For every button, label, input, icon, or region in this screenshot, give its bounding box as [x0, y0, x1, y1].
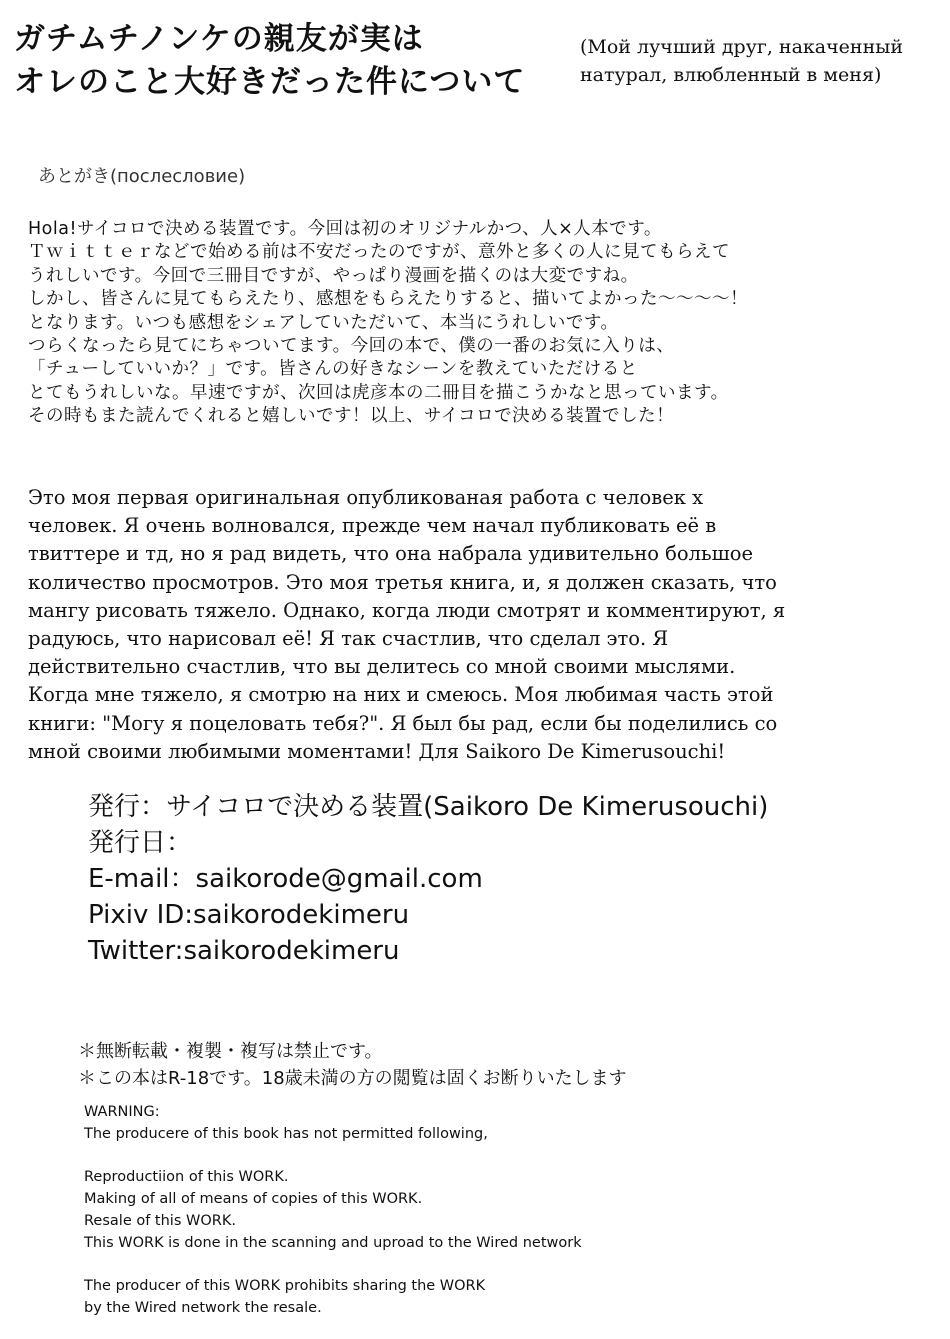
afterword-label: あとがき(послесловие)	[38, 166, 246, 187]
warning-line: This WORK is done in the scanning and uproad to the Wired network	[84, 1234, 582, 1251]
afterword-jp-line: となります。いつも感想をシェアしていただいて、本当にうれしいです。	[28, 312, 619, 333]
publication-info	[88, 789, 768, 969]
warning-line: The producer of this WORK prohibits sharing the WORK	[84, 1278, 486, 1295]
afterword-jp-line: Hola!サイコロで決める装置です。今回は初のオリジナルかつ、人×人本です。	[28, 219, 662, 239]
notices	[78, 1038, 627, 1092]
pixiv-line: Pixiv ID:saikorodekimeru	[88, 900, 410, 930]
afterword-ru-line: Это моя первая оригинальная опубликованая работа с человек х	[28, 486, 704, 509]
afterword-jp	[28, 218, 748, 429]
warning-line: by the Wired network the resale.	[84, 1300, 322, 1317]
warning-line	[84, 1255, 582, 1277]
afterword-jp-line: 「チューしていいか？」です。皆さんの好きなシーンを教えていただけると	[28, 359, 638, 380]
notice-line: ＊この本はR-18です。18歳未満の方の閲覧は固くお断りいたします	[78, 1068, 627, 1089]
afterword-ru-line: мной своими любимыми моментами! Для Saikoro De Kimerusouchi!	[28, 739, 726, 763]
afterword-ru-line: Когда мне тяжело, я смотрю на них и смеюсь. Моя любимая часть этой	[28, 683, 774, 707]
afterword-jp-line: Ｔｗｉｔｔｅｒなどで始める前は不安だったのですが、意外と多くの人に見てもらえて	[28, 242, 730, 263]
afterword-jp-line: うれしいです。今回で三冊目ですが、やっぱり漫画を描くのは大変ですね。	[28, 265, 639, 286]
warning-line: Resale of this WORK.	[84, 1212, 236, 1229]
afterword-ru-line: радуюсь, что нарисовал её! Я так счастлив, что сделал это. Я	[28, 627, 669, 651]
afterword-jp-line: しかし、皆さんに見てもらえたり、感想をもらえたりすると、描いてよかった〜〜〜〜！	[28, 289, 748, 310]
email-line: E-mail：saikorode@gmail.com	[88, 864, 483, 894]
afterword-ru	[28, 484, 785, 766]
publisher-line: 発行：サイコロで決める装置(Saikoro De Kimerusouchi)	[88, 792, 769, 822]
title-jp-line: オレのこと大好きだった件について	[14, 64, 526, 100]
warning-line: The producere of this book has not permitted following,	[84, 1125, 488, 1142]
title-jp	[14, 18, 525, 104]
afterword-ru-line: действительно счастлив, что вы делитесь со мной своими мыслями.	[28, 655, 736, 679]
afterword-ru-line: количество просмотров. Это моя третья книга, и, я должен сказать, что	[28, 570, 777, 594]
afterword-jp-line: とてもうれしいな。早速ですが、次回は虎彦本の二冊目を描こうかなと思っています。	[28, 382, 729, 403]
afterword-jp-line: その時もまた読んでくれると嬉しいです！以上、サイコロで決める装置でした！	[28, 406, 675, 427]
warning-line: Making of all of means of copies of this WORK.	[84, 1191, 423, 1208]
title-ru-line: натурал, влюбленный в меня)	[580, 64, 882, 86]
warning-line: Reproductiion of this WORK.	[84, 1169, 289, 1186]
warning-heading: WARNING:	[84, 1104, 160, 1120]
notice-line: ＊無断転載・複製・複写は禁止です。	[78, 1041, 383, 1062]
afterword-jp-line: つらくなったら見てにちゃついてます。今回の本で、僕の一番のお気に入りは、	[28, 336, 675, 357]
title-jp-line: ガチムチノンケの親友が実は	[14, 21, 424, 57]
afterword-ru-line: мангу рисовать тяжело. Однако, когда люди смотрят и комментируют, я	[28, 598, 786, 622]
afterword-ru-line: твиттере и тд, но я рад видеть, что она набрала удивительно большое	[28, 542, 754, 566]
warning-block	[84, 1102, 582, 1320]
twitter-line: Twitter:saikorodekimeru	[88, 936, 400, 966]
afterword-ru-line: книги: "Могу я поцеловать тебя?". Я был бы рад, если бы поделились со	[28, 711, 778, 735]
afterword-ru-line: человек. Я очень волновался, прежде чем начал публиковать её в	[28, 514, 717, 538]
publish-date-line: 発行日：	[88, 828, 193, 858]
title-ru-line: (Мой лучший друг, накаченный	[580, 36, 904, 58]
warning-line	[84, 1146, 582, 1168]
title-ru	[580, 33, 903, 89]
